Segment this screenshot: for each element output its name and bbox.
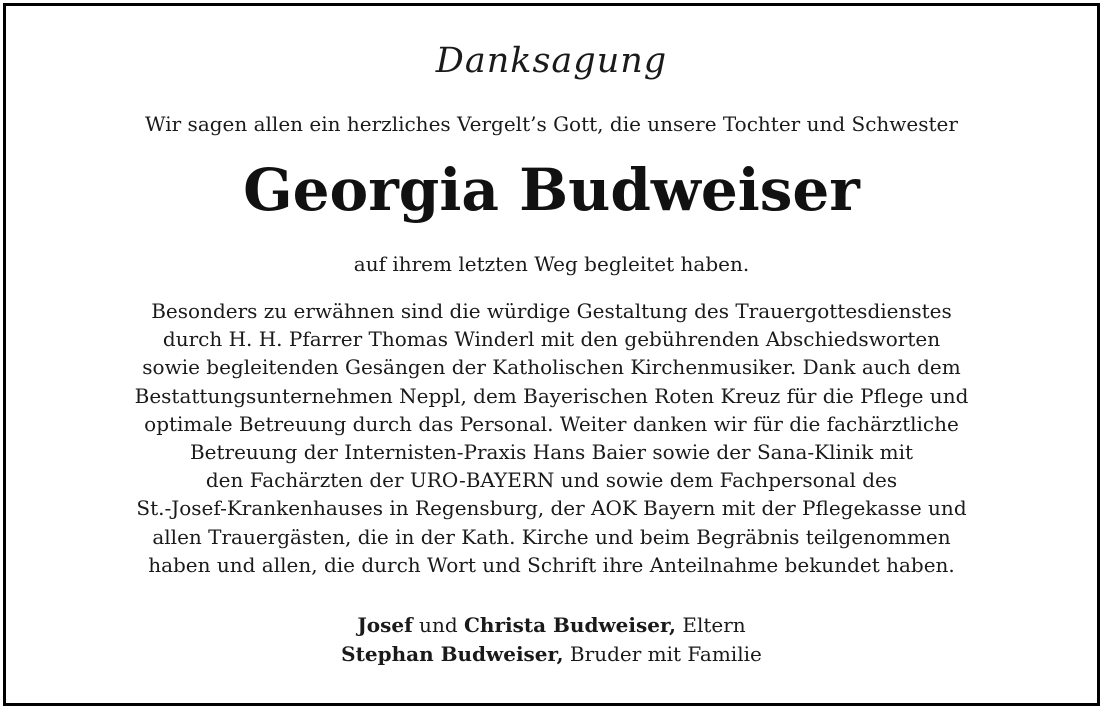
- signature-relation: Bruder mit Familie: [563, 642, 762, 666]
- intro-text: Wir sagen allen ein herzliches Vergelt’s Gott, die unsere Tochter und Schwester: [145, 112, 958, 136]
- notice-title: Danksagung: [435, 41, 668, 81]
- body-line: Betreuung der Internisten-Praxis Hans Baier sowie der Sana-Klinik mit: [189, 440, 914, 465]
- body-line: optimale Betreuung durch das Personal. Weiter danken wir für die fachärztliche: [144, 411, 959, 436]
- signature-brother: [6, 640, 1097, 669]
- deceased-name: Georgia Budweiser: [243, 156, 860, 224]
- signatures: [6, 611, 1097, 669]
- body-line: Besonders zu erwähnen sind die würdige Gestaltung des Trauergottesdienstes: [151, 299, 952, 323]
- body-line: allen Trauergästen, die in der Kath. Kirche und beim Begräbnis teilgenommen: [152, 524, 951, 549]
- obituary-notice: [3, 3, 1100, 706]
- signature-second-name: Christa Budweiser,: [463, 613, 676, 637]
- body-line: sowie begleitenden Gesängen der Katholischen Kirchenmusiker. Dank auch dem: [142, 355, 961, 380]
- signature-relation: Eltern: [676, 613, 746, 637]
- thanks-body: [6, 297, 1097, 579]
- signature-first-name: Josef: [357, 613, 413, 637]
- body-line: St.-Josef-Krankenhauses in Regensburg, der AOK Bayern mit der Pflegekasse und: [136, 496, 967, 521]
- body-line: den Fachärzten der URO-BAYERN und sowie dem Fachpersonal des: [205, 468, 898, 493]
- after-name-text: auf ihrem letzten Weg begleitet haben.: [353, 252, 750, 276]
- signature-first-name: Stephan Budweiser,: [341, 642, 564, 666]
- body-line: durch H. H. Pfarrer Thomas Winderl mit den gebührenden Abschiedsworten: [162, 327, 941, 352]
- body-line: haben und allen, die durch Wort und Schrift ihre Anteilnahme bekundet haben.: [148, 552, 955, 577]
- body-line: Bestattungsunternehmen Neppl, dem Bayerischen Roten Kreuz für die Pflege und: [134, 383, 969, 408]
- signature-connector: und: [412, 613, 464, 637]
- signature-parents: [6, 611, 1097, 640]
